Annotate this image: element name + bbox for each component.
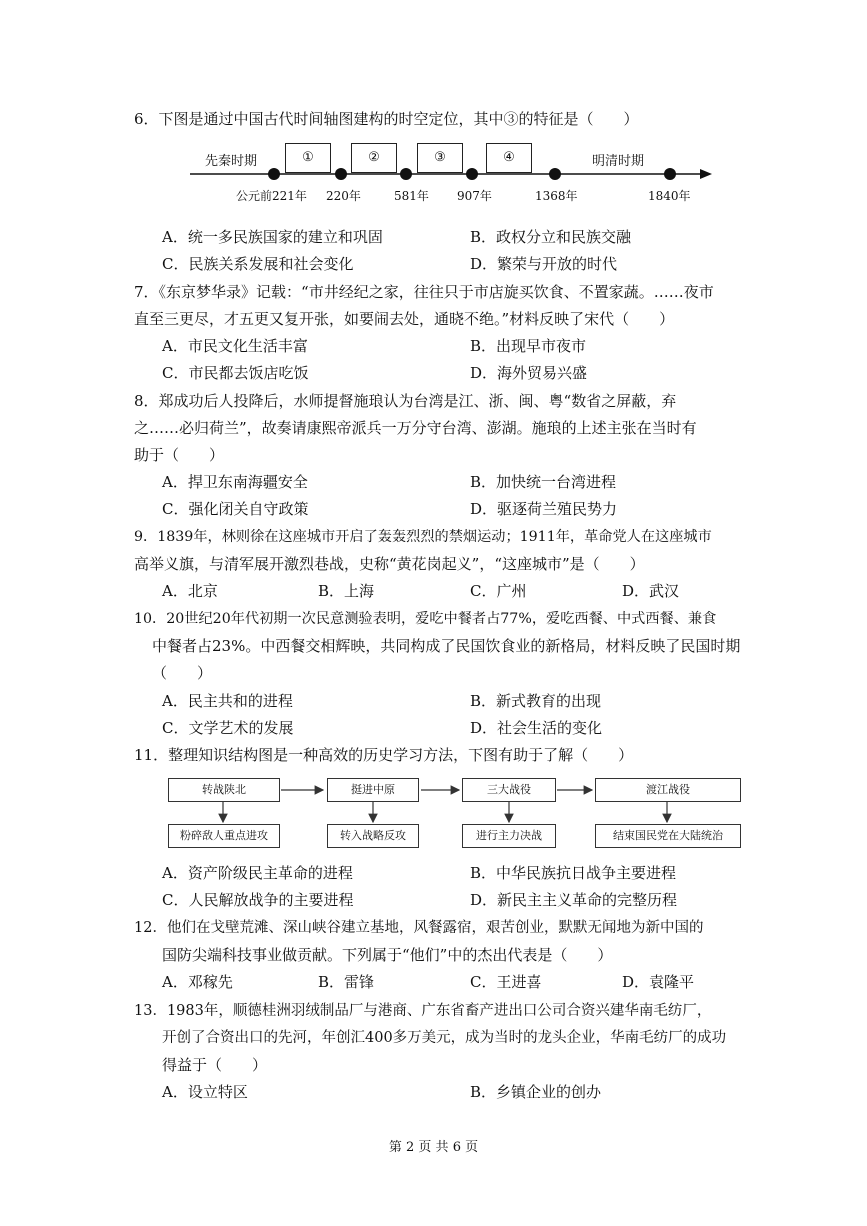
q7-option-d[interactable]: D．海外贸易兴盛 xyxy=(470,364,588,382)
q9-option-d[interactable]: D．武汉 xyxy=(622,582,680,600)
q9-option-c[interactable]: C．广州 xyxy=(470,582,527,600)
q9-option-b[interactable]: B．上海 xyxy=(318,582,375,600)
flow-top-box: 渡江战役 xyxy=(595,778,741,802)
q13-stem-line: 得益于（ ） xyxy=(162,1056,268,1074)
q6-option-b[interactable]: B．政权分立和民族交融 xyxy=(470,228,632,246)
timeline-dot xyxy=(335,168,347,180)
q12-option-a[interactable]: A．邓稼先 xyxy=(162,973,233,991)
q6-option-c[interactable]: C．民族关系发展和社会变化 xyxy=(162,255,354,273)
q12-option-c[interactable]: C．王进喜 xyxy=(470,973,542,991)
timeline-box-1: ① xyxy=(285,143,331,173)
q11-option-c[interactable]: C．人民解放战争的主要进程 xyxy=(162,891,354,909)
timeline-dot xyxy=(549,168,561,180)
q9-option-a[interactable]: A．北京 xyxy=(162,582,218,600)
flow-top-box: 三大战役 xyxy=(462,778,556,802)
q9-stem-line: 高举义旗，与清军展开激烈巷战，史称“黄花岗起义”，“这座城市”是（ ） xyxy=(134,555,645,573)
q7-stem-line: 直至三更尽，才五更又复开张，如要闹去处，通晓不绝。”材料反映了宋代（ ） xyxy=(134,310,675,328)
q6-option-a[interactable]: A．统一多民族国家的建立和巩固 xyxy=(162,228,383,246)
q12-stem-line: 国防尖端科技事业做贡献。下列属于“他们”中的杰出代表是（ ） xyxy=(162,946,613,964)
timeline-year: 581年 xyxy=(394,189,429,203)
q7-option-a[interactable]: A．市民文化生活丰富 xyxy=(162,337,308,355)
q10-option-d[interactable]: D．社会生活的变化 xyxy=(470,719,603,737)
q10-option-a[interactable]: A．民主共和的进程 xyxy=(162,692,293,710)
timeline-year: 907年 xyxy=(457,189,492,203)
timeline-box-4: ④ xyxy=(486,143,532,173)
flow-bottom-box: 粉碎敌人重点进攻 xyxy=(168,824,280,848)
q10-stem-line: （ ） xyxy=(152,664,213,682)
q11-option-d[interactable]: D．新民主主义革命的完整历程 xyxy=(470,891,678,909)
page-footer: 第 2 页 共 6 页 xyxy=(388,1140,479,1155)
timeline-box-3: ③ xyxy=(417,143,463,173)
timeline-year: 1368年 xyxy=(535,189,578,203)
period-right-label: 明清时期 xyxy=(592,154,645,169)
q13-option-b[interactable]: B．乡镇企业的创办 xyxy=(470,1083,602,1101)
timeline-dot xyxy=(466,168,478,180)
timeline-year: 1840年 xyxy=(648,189,691,203)
q13-stem-line: 开创了合资出口的先河，年创汇400多万美元，成为当时的龙头企业，华南毛纺厂的成功 xyxy=(162,1030,727,1046)
q13-option-a[interactable]: A．设立特区 xyxy=(162,1083,248,1101)
timeline-box-2: ② xyxy=(351,143,397,173)
period-left-label: 先秦时期 xyxy=(205,154,258,169)
q9-stem-line: 9．1839年，林则徐在这座城市开启了轰轰烈烈的禁烟运动；1911年，革命党人在这座城市 xyxy=(134,529,712,545)
q6-stem: 6．下图是通过中国古代时间轴图建构的时空定位，其中③的特征是（ ） xyxy=(134,110,639,128)
q8-option-a[interactable]: A．捍卫东南海疆安全 xyxy=(162,473,308,491)
q7-option-c[interactable]: C．市民都去饭店吃饭 xyxy=(162,364,309,382)
flow-top-box: 转战陕北 xyxy=(168,778,280,802)
timeline-year: 公元前221年 xyxy=(236,189,307,203)
q8-option-d[interactable]: D．驱逐荷兰殖民势力 xyxy=(470,500,618,518)
q7-stem-line: 7．《东京梦华录》记载：“市井经纪之家，往往只于市店旋买饮食、不置家蔬。……夜市 xyxy=(134,283,714,301)
q11-option-b[interactable]: B．中华民族抗日战争主要进程 xyxy=(470,864,677,882)
q8-option-c[interactable]: C．强化闭关自守政策 xyxy=(162,500,309,518)
q10-stem-line: 10．20世纪20年代初期一次民意测验表明，爱吃中餐者占77%，爱吃西餐、中式西餐、兼食 xyxy=(134,611,717,627)
timeline-dot xyxy=(400,168,412,180)
flow-bottom-box: 转入战略反攻 xyxy=(327,824,419,848)
timeline-axis xyxy=(0,0,867,220)
q12-stem-line: 12．他们在戈壁荒滩、深山峡谷建立基地，风餐露宿，艰苦创业，默默无闻地为新中国的 xyxy=(134,920,704,936)
q11-stem: 11．整理知识结构图是一种高效的历史学习方法，下图有助于了解（ ） xyxy=(134,746,634,764)
q12-option-b[interactable]: B．雷锋 xyxy=(318,973,375,991)
q12-option-d[interactable]: D．袁隆平 xyxy=(622,973,695,991)
q13-stem-line: 13．1983年，顺德桂洲羽绒制品厂与港商、广东省畜产进出口公司合资兴建华南毛纺厂， xyxy=(134,1003,712,1019)
flow-bottom-box: 结束国民党在大陆统治 xyxy=(595,824,741,848)
q10-option-b[interactable]: B．新式教育的出现 xyxy=(470,692,602,710)
q7-option-b[interactable]: B．出现早市夜市 xyxy=(470,337,587,355)
timeline-dot xyxy=(664,168,676,180)
q8-stem-line: 助于（ ） xyxy=(134,446,225,464)
q6-option-d[interactable]: D．繁荣与开放的时代 xyxy=(470,255,618,273)
flow-top-box: 挺进中原 xyxy=(327,778,419,802)
q11-option-a[interactable]: A．资产阶级民主革命的进程 xyxy=(162,864,353,882)
q8-option-b[interactable]: B．加快统一台湾进程 xyxy=(470,473,617,491)
q10-stem-line: 中餐者占23%。中西餐交相辉映，共同构成了民国饮食业的新格局，材料反映了民国时期 xyxy=(152,637,741,655)
flow-bottom-box: 进行主力决战 xyxy=(462,824,556,848)
q8-stem-line: 之……必归荷兰”，故奏请康熙帝派兵一万分守台湾、澎湖。施琅的上述主张在当时有 xyxy=(134,419,697,437)
timeline-year: 220年 xyxy=(326,189,361,203)
q10-option-c[interactable]: C．文学艺术的发展 xyxy=(162,719,294,737)
timeline-dot xyxy=(268,168,280,180)
q8-stem-line: 8．郑成功后人投降后，水师提督施琅认为台湾是江、浙、闽、粤“数省之屏蔽，弃 xyxy=(134,392,677,410)
